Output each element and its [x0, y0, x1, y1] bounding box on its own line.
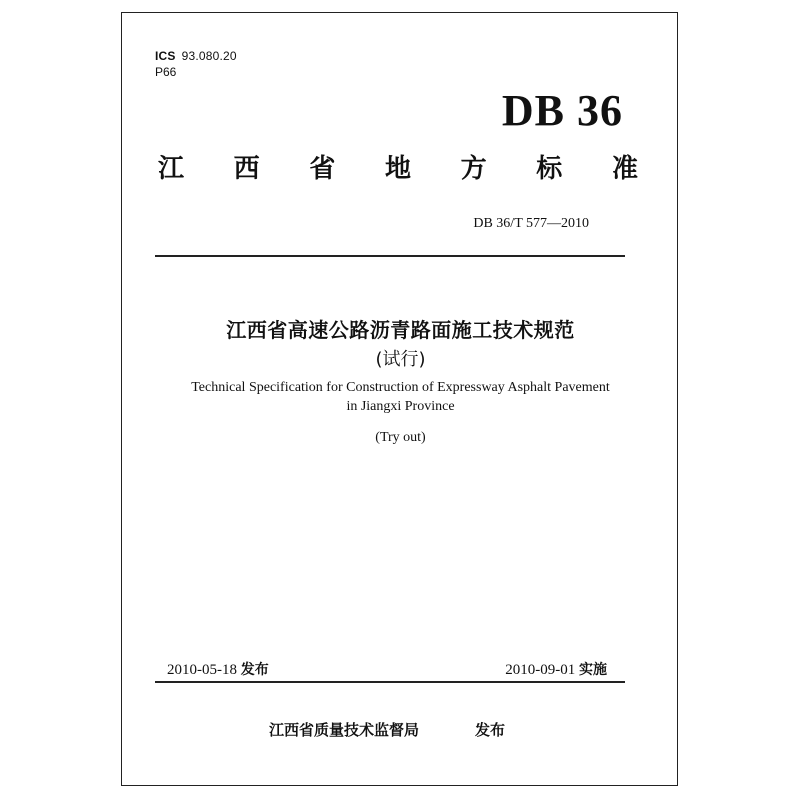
title-english-line2: in Jiangxi Province	[346, 399, 455, 414]
heading-char: 方	[460, 154, 487, 184]
release-label: 发布	[240, 662, 269, 678]
title-english	[122, 378, 679, 416]
standard-code: DB 36	[501, 86, 623, 135]
release-date-block	[167, 659, 269, 679]
heading-char: 西	[233, 154, 260, 184]
effective-date: 2010-09-01	[505, 662, 576, 678]
effective-date-block	[505, 659, 607, 679]
ics-value: 93.080.20	[181, 49, 237, 63]
subtitle-english: (Try out)	[375, 430, 426, 445]
heading-char: 准	[611, 154, 638, 184]
standard-heading	[158, 148, 638, 185]
heading-char: 地	[384, 154, 411, 184]
issuer-name: 江西省质量技术监督局	[269, 721, 420, 739]
document-cover	[121, 12, 678, 786]
effective-label: 实施	[579, 662, 607, 678]
ccs-classification: P66	[155, 65, 177, 79]
bottom-divider	[155, 681, 625, 683]
title-english-line1: Technical Specification for Construction of Expressway Asphalt Pavement	[191, 380, 610, 395]
heading-char: 省	[309, 154, 336, 184]
heading-char: 江	[158, 154, 185, 184]
heading-char: 标	[536, 154, 563, 184]
ics-label: ICS	[155, 49, 176, 63]
top-divider	[155, 255, 625, 257]
issuer-action: 发布	[475, 721, 506, 739]
subtitle-chinese: (试行)	[375, 349, 426, 370]
document-number: DB 36/T 577—2010	[473, 216, 589, 231]
title-chinese: 江西省高速公路沥青路面施工技术规范	[226, 318, 575, 342]
ics-classification	[155, 49, 237, 63]
release-date: 2010-05-18	[167, 662, 237, 678]
